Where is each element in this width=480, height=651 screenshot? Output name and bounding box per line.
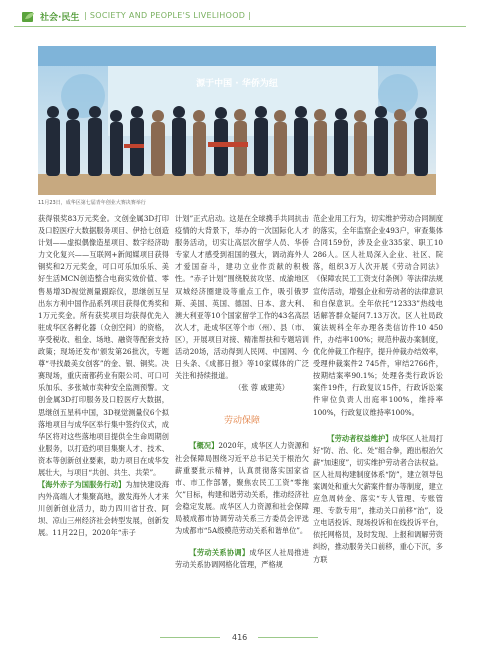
text-column-2	[175, 213, 309, 571]
paragraph-text: 成华区人社局打好“防、治、化、处”组合拳，跑出根治欠薪“加速度”，切实维护劳动者合法权益。区人社局构建制度体系“防”，建立领导包案调处和重大欠薪案件督办等制度，建立应急周转金、落实“专人管理、专账管理、专款专用”，推动关口前移“治”，设立电话投诉、现场投诉和在线投诉平台，依托网格员，及时发现、上报和调解劳资纠纷，推动服务关口前移，重心下沉，多方联	[313, 433, 443, 564]
page-header	[14, 6, 466, 28]
section-title-english: | SOCIETY AND PEOPLE'S LIVELIHOOD |	[84, 11, 252, 20]
event-photo	[38, 46, 436, 195]
paragraph-text: 2020年，成华区人力资源和社会保障局围绕习近平总书记关于根治欠薪重要批示精神，认真贯彻落实国家省市、市工作部署，聚焦农民工工资“零拖欠”目标，构建和谐劳动关系，推动经济社会稳定发展。成华区人力资源和社会保障局被成都市协调劳动关系三方委员会评选为成都市“5A级模范劳动关系和谐单位”。	[175, 441, 309, 536]
leaf-logo-icon	[22, 10, 36, 24]
subsection-tag: 【劳动关系协调】	[189, 548, 250, 558]
paragraph-text: 成华区人社局推进劳动关系协调网格化管理，严格规	[175, 548, 309, 570]
text-column-3	[313, 213, 443, 566]
paragraph: 计划”正式启动。这是在全球携手共同抗击疫情的大背景下，举办的一次国际化人才服务活动，切实让高层次留学人员、华侨专家人才感受到祖国的强大，调动海外人才爱国奋斗，建功立业作贡献的积极性。“赤子计划”围绕脱贫攻坚、成渝地区双城经济圈建设等重点工作，吸引俄罗斯、美国、英国、德国、日本、意大利、澳大利亚等10个国家留学工作的43名高层次人才，赴成华区等个市（州）、县（市、区），开展项目对接、精准帮扶和专题培训活动20场，活动得到人民网、中国网、今日头条、《成都日报》等10家媒体的广泛关注和持续报道。	[175, 214, 309, 381]
header-divider	[14, 26, 466, 27]
footer-rule-right	[258, 637, 318, 638]
paragraph-text: 为加快建设海内外高端人才集聚高地，激发海外人才来川创新创业活力，助力四川省甘孜、阿坝、凉山三州经济社会转型发展，创新发展。11月22日，2020年“赤子	[38, 480, 169, 538]
section-title: 社会·民生	[40, 13, 80, 23]
paragraph	[175, 547, 309, 571]
page-number: 416	[232, 633, 248, 642]
paragraph	[313, 433, 443, 566]
event-photo-graphic	[38, 46, 436, 195]
banner-text: 源于中国 · 华侨为纽	[196, 79, 278, 89]
paragraph	[38, 479, 169, 539]
author-credit: （张 蓉 戚建英）	[234, 383, 289, 393]
subsection-tag: 【概况】	[189, 441, 219, 451]
paragraph	[175, 440, 309, 537]
section-heading: 劳动保障	[223, 416, 260, 427]
footer-rule-left	[160, 637, 220, 638]
text-column-1	[38, 213, 169, 540]
subsection-tag: 【海外赤子为国服务行动】	[38, 480, 126, 490]
paragraph: 获得银奖83万元奖金。文创金属3D打印及口腔医疗大数据服务项目、伊拾七创造计划——虚拟偶像造星项目、数字经济助力文化复兴——互联网+新闻媒项目获得铜奖和2万元奖金，可口可乐加乐乐、美好生活MCN创造整合电商实效价值、零售易增3D视觉测量跟踪仪，思继创互呈出东方利中国作品系列项目获得优秀奖和1万元奖金。所有获奖项目均获得优先入驻成华区各孵化器（众创空间）的资格，享受税收、租金、场地、融资等配套支持政策；现场还发布'颁发第26批次，专题尊“寻找最美女创客”的金、银、铜奖。决赛现场，重庆南都药业有限公司、可口可乐加乐、多张城市卖种安全监测预警。文创金属3D打印服务及口腔医疗大数据，思继创五星科中国，3D视觉测量仪6个拟落地项目与成华区举行集中签约仪式，成华区将对这些落地项目提供全生命周期创业服务，以打造约项目集聚人才、技术、资本等创新创业要素，助力项目在成华发展壮大，与项目“共创、共生、共荣”。	[38, 214, 169, 477]
subsection-tag: 【劳动者权益维护】	[327, 433, 393, 443]
photo-caption: 11月23日，成华区第七届青年创业大赛决赛举行	[38, 200, 146, 206]
paragraph: 范企业用工行为，切实维护劳动合同制度的落实，全年监察企业493户，审查集体合同159份，涉及企业335家、职工10 286人。区人社局深入企业、社区、院落，组织3万人次开展《劳动合同法》《保障农民工工资支付条例》等法律法规宣传活动，增强企业和劳动者的法律意识和自保意识。全年依托“12333”热线电话解答群众疑问7.13万次。区人社局政策法规科全年办理各类信访件10 450件，办结率100%；规范仲裁办案制度，优化仲裁工作程序，提升仲裁办结效率，受理仲裁案件2 745件，审结2766件，按期结案率90.1%；处理各类行政诉讼案件19件，行政复议15件，行政诉讼案件审位负责人出庭率100%，维持率100%，行政复议维持率100%。	[313, 214, 443, 417]
